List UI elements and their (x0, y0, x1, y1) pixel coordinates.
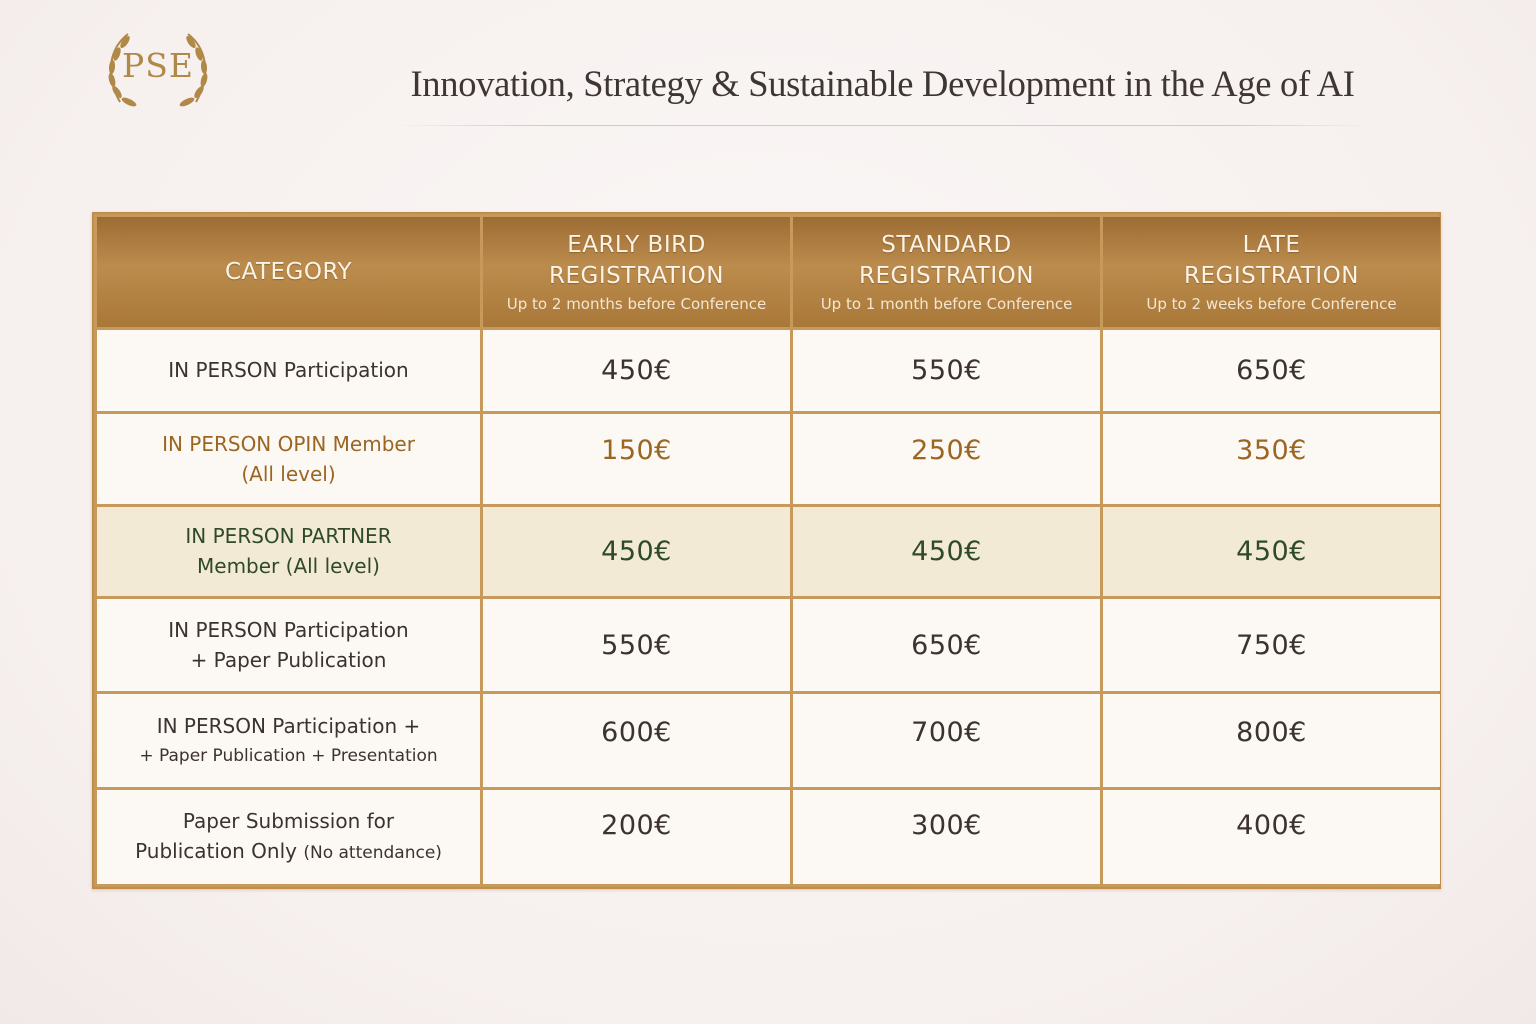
price-late (1103, 414, 1440, 504)
column-header-late (1103, 217, 1440, 327)
price-early-bird (483, 414, 790, 504)
category-label: IN PERSON PARTNER (185, 524, 392, 549)
category-sublabel: (All level) (241, 461, 336, 486)
price-late: 650€ (1103, 330, 1440, 411)
column-header-subtitle: Up to 1 month before Conference (820, 294, 1073, 313)
price-early-bird (483, 694, 790, 787)
column-header-title: EARLY BIRD (567, 231, 706, 258)
category-sublabel: + Paper Publication + Presentation (139, 745, 438, 766)
price-standard: 450€ (793, 507, 1100, 597)
page-title: Innovation, Strategy & Sustainable Development in the Age of AI (410, 63, 1355, 104)
table-row-participation-publication-presentation (97, 694, 1440, 787)
price-late: 750€ (1103, 599, 1440, 691)
column-header-category (97, 217, 480, 327)
category-cell (97, 694, 480, 787)
price-value: 300€ (911, 809, 982, 841)
category-label: Paper Submission for (182, 809, 395, 834)
price-standard: 550€ (793, 330, 1100, 411)
category-sublabel-text: Publication Only (135, 839, 297, 864)
column-header-standard (793, 217, 1100, 327)
price-late: 450€ (1103, 507, 1440, 597)
column-header-title: REGISTRATION (1184, 262, 1359, 289)
title-divider (393, 125, 1373, 126)
table-row-partner-member (97, 507, 1440, 597)
price-value: 600€ (601, 717, 672, 749)
category-label: IN PERSON Participation (168, 618, 409, 643)
price-value: 350€ (1236, 435, 1307, 467)
price-standard (793, 414, 1100, 504)
table-row-participation-publication (97, 599, 1440, 691)
price-standard: 650€ (793, 599, 1100, 691)
price-value: 150€ (601, 435, 672, 467)
price-early-bird: 550€ (483, 599, 790, 691)
category-cell (97, 414, 480, 504)
price-value: 800€ (1236, 717, 1307, 749)
category-label: IN PERSON Participation + (156, 713, 421, 738)
category-sublabel: + Paper Publication (190, 648, 387, 673)
column-header-title: CATEGORY (224, 258, 353, 285)
logo-text: PSE (122, 46, 194, 85)
column-header-title: REGISTRATION (859, 262, 1034, 289)
pricing-table-frame (92, 212, 1441, 889)
table-row-in-person (97, 330, 1440, 411)
price-value: 200€ (601, 809, 672, 841)
price-late (1103, 790, 1440, 884)
price-early-bird (483, 790, 790, 884)
pse-logo (98, 28, 218, 112)
column-header-early-bird (483, 217, 790, 327)
table-header-row (97, 217, 1440, 327)
column-header-subtitle: Up to 2 months before Conference (506, 294, 767, 313)
category-sublabel (97, 836, 480, 868)
column-header-title: REGISTRATION (549, 262, 724, 289)
category-cell (97, 507, 480, 597)
category-sublabel: Member (All level) (197, 554, 380, 579)
column-header-title: STANDARD (881, 231, 1012, 258)
price-early-bird: 450€ (483, 507, 790, 597)
table-row-opin-member (97, 414, 1440, 504)
category-cell (97, 599, 480, 691)
price-standard (793, 694, 1100, 787)
category-label: IN PERSON Participation (168, 358, 409, 383)
category-cell (97, 330, 480, 411)
pricing-table (94, 214, 1443, 887)
column-header-subtitle: Up to 2 weeks before Conference (1146, 294, 1397, 313)
category-label: IN PERSON OPIN Member (162, 431, 415, 456)
price-early-bird: 450€ (483, 330, 790, 411)
price-standard (793, 790, 1100, 884)
category-note: (No attendance) (303, 843, 442, 864)
column-header-title: LATE (1242, 231, 1301, 258)
price-value: 250€ (911, 435, 982, 467)
price-value: 700€ (911, 717, 982, 749)
category-cell (97, 790, 480, 884)
price-late (1103, 694, 1440, 787)
price-value: 400€ (1236, 809, 1307, 841)
table-row-publication-only (97, 790, 1440, 884)
